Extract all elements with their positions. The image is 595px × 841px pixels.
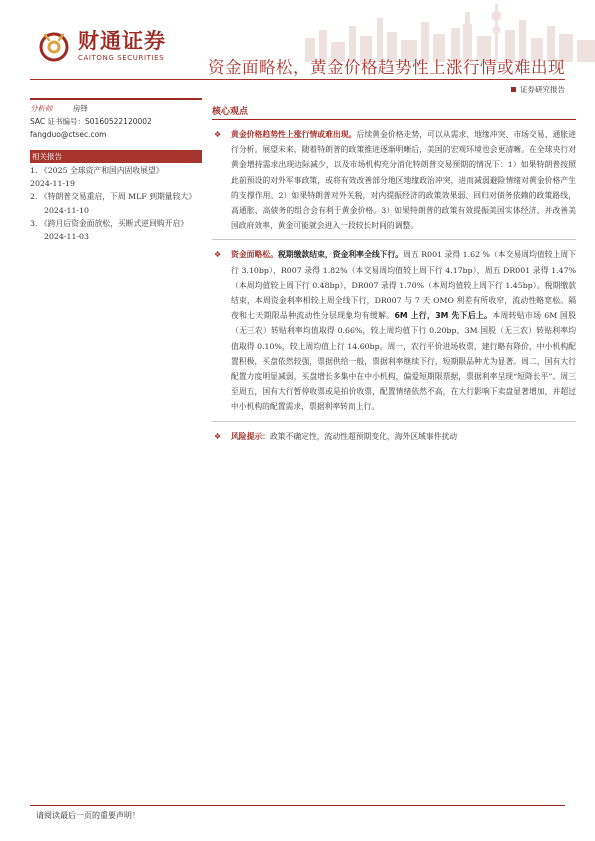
related-reports-list — [30, 164, 202, 243]
related-reports-heading: 相关报告 — [30, 150, 202, 163]
main-content — [212, 104, 576, 444]
analyst-info — [30, 98, 202, 141]
related-report-date: 2024-11-10 — [44, 205, 89, 215]
header-divider — [30, 79, 565, 80]
viewpoint-liquidity-lead: 资金面略松。 — [231, 250, 278, 260]
square-bullet-icon — [511, 87, 516, 92]
sac-certificate: SAC 证书编号：S0160522120002 — [30, 117, 152, 126]
diamond-bullet-icon: ❖ — [214, 250, 222, 260]
report-type-label — [511, 84, 565, 95]
disclaimer-note: 请阅读最后一页的重要声明！ — [36, 811, 140, 820]
viewpoint-liquidity — [212, 247, 576, 414]
related-report-title: 2. 《特朗普交易重启，下周 MLF 到期量较大》 — [30, 192, 196, 202]
page-header — [0, 0, 595, 94]
brand-name-cn: 财通证券 — [78, 29, 166, 53]
analyst-name: 房铎 — [72, 104, 88, 113]
viewpoint-gold-lead: 黄金价格趋势性上涨行情或难出现。 — [231, 130, 357, 139]
brand-logo — [36, 30, 166, 62]
viewpoint-bill-body: 本周转贴市场 6M 国股（无三农）转贴利率均值取得 0.66%，较上周均值下行 0.20bp，3M 国股（无三农）转贴利率均值取得 0.10%，较上周均值上行 14.60bp。周一，农行平价进场收票，建行略有降价，中小机构配置积极，买盘依然较强，票据供给一般，票据利率继续下行，短期限品种尤为显著。周二，国有大行配置力度明显减弱，买盘增长多集中在中小机构，偏爱短期限票据，票据利率呈现“短降长平”。周三至周五，国有大行暂停收票或是拍价收票，配置情绪依然不高，在大行影响下卖盘显著增加，并超过中小机构的配置需求，票据利率转而上行。 — [231, 311, 577, 412]
viewpoint-risk — [212, 429, 576, 444]
analyst-role: 分析师 — [30, 104, 53, 113]
section-divider — [212, 239, 576, 240]
viewpoint-gold — [212, 127, 576, 233]
related-report-title: 3. 《跨月后资金面放松，买断式逆回购开启》 — [30, 218, 189, 228]
viewpoint-gold-body: 后续黄金价格走势，可以从需求、地缘冲突、市场交易、通胀进行分析。展望未来，随着特朗普的政策推进逐渐明晰后，美国的宏观环境也会更清晰。在全球央行对黄金增持需求出现边际减少，以及市场机构充分消化特朗普交易预期的情况下：1）如果特朗普按照此前预设的对外军事政策，或将有效改善部分地区地缘政治冲突，进而减弱避险情绪对黄金价格产生的支撑作用。2）如果特朗普对外关税，对内提振经济的政策效果弱、回归对债务依赖的政策路线，高通胀、高债务的组合会有利于黄金价格。3）如果特朗普的政策有效提振美国实体经济、并改善美国政府效率，黄金可能就会进入一段较长时间的调整。 — [231, 130, 577, 231]
risk-warning-body: 政策不确定性，流动性超预期变化，海外区域事件扰动 — [269, 431, 458, 441]
analyst-email[interactable]: fangduo@ctsec.com — [30, 130, 107, 139]
diamond-bullet-icon: ❖ — [214, 130, 222, 139]
footer-divider — [30, 805, 565, 806]
core-viewpoint-heading: 核心观点 — [212, 104, 576, 120]
viewpoint-bill-highlight: 6M 上行，3M 先下后上。 — [394, 311, 493, 321]
caitong-logo-icon — [36, 30, 72, 62]
related-report-item[interactable] — [30, 190, 202, 216]
document-title: 资金面略松，黄金价格趋势性上涨行情或难出现 — [208, 58, 565, 77]
related-report-item[interactable] — [30, 217, 202, 243]
section-divider — [212, 421, 576, 422]
report-type-text: 证券研究报告 — [520, 85, 565, 94]
viewpoint-liquidity-body: 周五 R001 录得 1.62 %（本交易周均值较上周下行 3.10bp），R007 录得 1.82%（本交易周均值较上周下行 4.17bp），周五 DR001 录得 1.47%（本周均值较上周下行 0.48bp），DR007 录得 1.70%（本周均值较上周下行 1.45bp）。税期缴款结束，本周资金利率相较上周全线下行，DR007 与 7 天 OMO 利差有所收窄，流动性略宽松。隔夜和七天期限品种流动性分层现象均有缓解。 — [231, 250, 577, 321]
related-report-date: 2024-11-03 — [44, 232, 89, 242]
diamond-bullet-icon: ❖ — [214, 431, 222, 441]
brand-name-en: CAITONG SECURITIES — [78, 54, 165, 62]
viewpoint-liquidity-highlight: 税期缴款结束，资金利率全线下行。 — [277, 250, 404, 260]
city-skyline-illustration — [265, 0, 595, 62]
risk-warning-lead: 风险提示： — [231, 431, 270, 441]
related-report-date: 2024-11-19 — [30, 179, 75, 189]
related-report-title: 1. 《2025 全球资产和国内固收展望》 — [30, 166, 164, 175]
left-sidebar — [30, 98, 202, 243]
related-report-item[interactable] — [30, 164, 202, 190]
